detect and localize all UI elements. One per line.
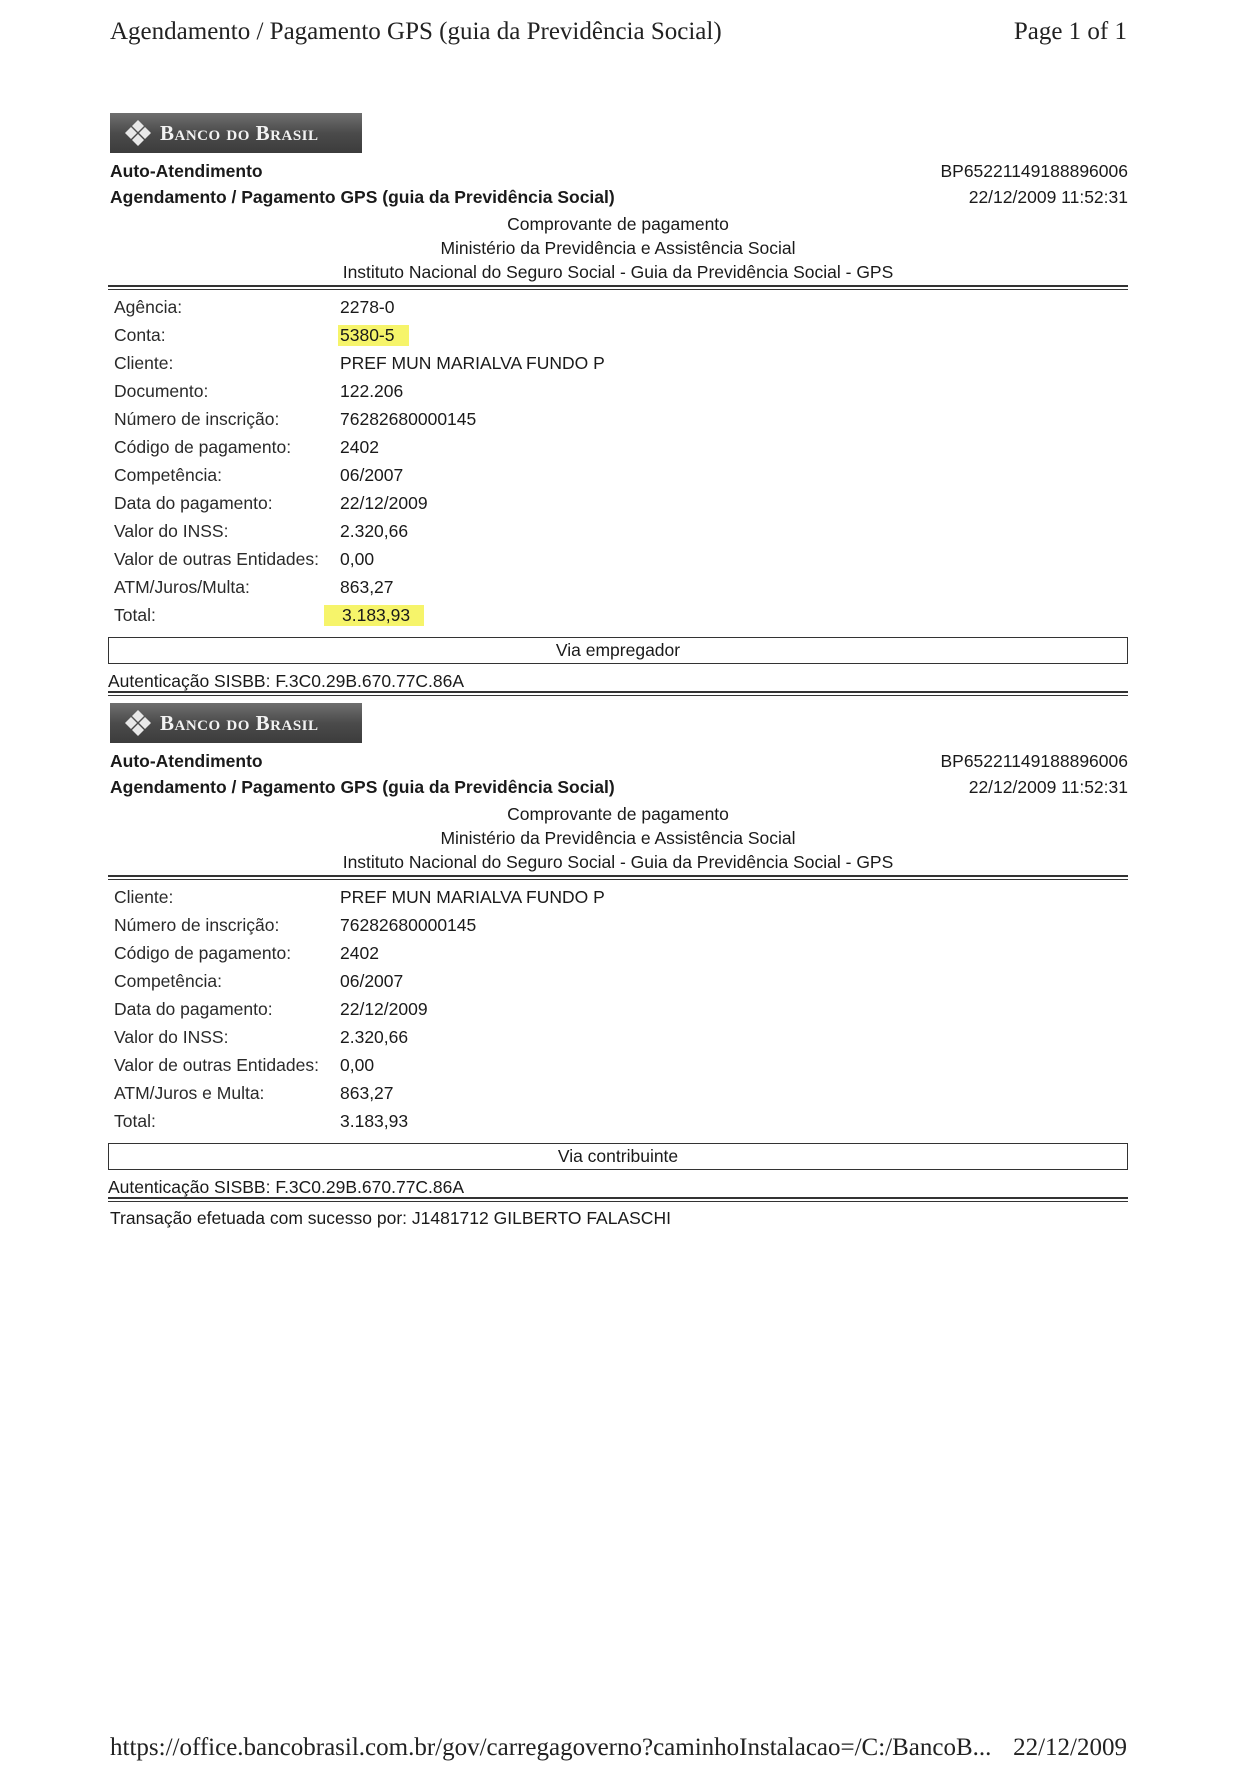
field-row [114, 321, 1128, 349]
field-value: 06/2007 [340, 464, 404, 485]
field-value: 06/2007 [340, 970, 404, 991]
title-line: Instituto Nacional do Seguro Social - Guia da Previdência Social - GPS [342, 852, 894, 872]
field-value: 76282680000145 [340, 408, 477, 429]
field-value: 863,27 [340, 576, 394, 597]
divider [108, 285, 1128, 290]
field-value: PREF MUN MARIALVA FUNDO P [340, 352, 605, 373]
logo-text: Banco do Brasil [160, 710, 319, 735]
field-row [114, 883, 1128, 911]
field-row [114, 349, 1128, 377]
transaction-note: Transação efetuada com sucesso por: J1481712 GILBERTO FALASCHI [110, 1208, 671, 1228]
field-value: 2.320,66 [340, 520, 409, 541]
field-label: Data do pagamento: [114, 492, 273, 513]
field-row [114, 995, 1128, 1023]
field-label: Código de pagamento: [114, 942, 292, 963]
protocol-number: BP65221149188896006 [940, 161, 1128, 181]
timestamp: 22/12/2009 11:52:31 [968, 777, 1128, 797]
logo-text: Banco do Brasil [160, 120, 319, 145]
meta-row-1 [110, 161, 1128, 182]
field-value: 122.206 [340, 380, 404, 401]
field-value: 2278-0 [340, 296, 395, 317]
field-label: Competência: [114, 464, 222, 485]
title-line: Ministério da Previdência e Assistência Social [440, 828, 796, 848]
field-value: PREF MUN MARIALVA FUNDO P [340, 886, 605, 907]
field-value-highlighted: 3.183,93 [324, 605, 424, 626]
field-label: Cliente: [114, 352, 174, 373]
field-label: Agência: [114, 296, 183, 317]
field-value: 0,00 [340, 548, 375, 569]
field-value: 863,27 [340, 1082, 394, 1103]
field-value: 2402 [340, 942, 379, 963]
divider [108, 691, 1128, 696]
receipt-heading: Agendamento / Pagamento GPS (guia da Previdência Social) [110, 187, 615, 207]
protocol-number: BP65221149188896006 [940, 751, 1128, 771]
field-label: Data do pagamento: [114, 998, 273, 1019]
field-label: Competência: [114, 970, 222, 991]
field-label: Valor do INSS: [114, 520, 229, 541]
field-label: Valor de outras Entidades: [114, 1054, 319, 1075]
print-footer-date: 22/12/2009 [1013, 1734, 1127, 1761]
field-row [114, 1079, 1128, 1107]
field-label: Total: [114, 1110, 156, 1131]
field-label: ATM/Juros e Multa: [114, 1082, 265, 1103]
section-label: Auto-Atendimento [110, 161, 263, 181]
field-label: Conta: [114, 324, 166, 345]
field-row [114, 911, 1128, 939]
field-row [114, 405, 1128, 433]
meta-row-1 [110, 751, 1128, 772]
field-value: 2402 [340, 436, 379, 457]
receipt-heading: Agendamento / Pagamento GPS (guia da Previdência Social) [110, 777, 615, 797]
banco-do-brasil-symbol-icon [124, 119, 152, 147]
field-value: 22/12/2009 [340, 998, 428, 1019]
field-value: 22/12/2009 [340, 492, 428, 513]
field-row [114, 377, 1128, 405]
field-row [114, 545, 1128, 573]
divider [108, 1197, 1128, 1202]
field-row [114, 517, 1128, 545]
field-value: 76282680000145 [340, 914, 477, 935]
field-value: 3.183,93 [340, 1110, 409, 1131]
field-value: 2.320,66 [340, 1026, 409, 1047]
print-footer-url: https://office.bancobrasil.com.br/gov/carregagoverno?caminhoInstalacao=/C:/BancoB... [110, 1734, 992, 1761]
field-label: Total: [114, 604, 156, 625]
banco-do-brasil-logo [110, 113, 362, 153]
meta-row-2 [110, 777, 1128, 798]
field-row [114, 967, 1128, 995]
field-row [114, 939, 1128, 967]
field-row [114, 433, 1128, 461]
field-row [114, 601, 1128, 629]
field-label: Valor de outras Entidades: [114, 548, 319, 569]
field-row [114, 573, 1128, 601]
field-row [114, 1023, 1128, 1051]
via-box: Via empregador [108, 637, 1128, 664]
title-line: Comprovante de pagamento [507, 214, 729, 234]
field-value-highlighted: 5380-5 [338, 325, 409, 346]
field-row [114, 1107, 1128, 1135]
field-label: ATM/Juros/Multa: [114, 576, 250, 597]
print-header [110, 18, 1127, 46]
meta-row-2 [110, 187, 1128, 208]
field-label: Número de inscrição: [114, 914, 280, 935]
print-header-title: Agendamento / Pagamento GPS (guia da Previdência Social) [110, 18, 722, 45]
authentication-code: Autenticação SISBB: F.3C0.29B.670.77C.86A [108, 1177, 465, 1197]
print-footer [110, 1734, 1127, 1762]
field-row [114, 489, 1128, 517]
via-box: Via contribuinte [108, 1143, 1128, 1170]
authentication-code: Autenticação SISBB: F.3C0.29B.670.77C.86A [108, 671, 465, 691]
title-line: Instituto Nacional do Seguro Social - Guia da Previdência Social - GPS [342, 262, 894, 282]
title-line: Comprovante de pagamento [507, 804, 729, 824]
field-row [114, 461, 1128, 489]
field-label: Número de inscrição: [114, 408, 280, 429]
title-line: Ministério da Previdência e Assistência Social [440, 238, 796, 258]
field-row [114, 293, 1128, 321]
field-label: Código de pagamento: [114, 436, 292, 457]
field-row [114, 1051, 1128, 1079]
section-label: Auto-Atendimento [110, 751, 263, 771]
banco-do-brasil-logo [110, 703, 362, 743]
print-header-page-number: Page 1 of 1 [1013, 18, 1127, 45]
field-label: Documento: [114, 380, 209, 401]
timestamp: 22/12/2009 11:52:31 [968, 187, 1128, 207]
banco-do-brasil-symbol-icon [124, 709, 152, 737]
field-label: Cliente: [114, 886, 174, 907]
field-label: Valor do INSS: [114, 1026, 229, 1047]
divider [108, 875, 1128, 880]
field-value: 0,00 [340, 1054, 375, 1075]
